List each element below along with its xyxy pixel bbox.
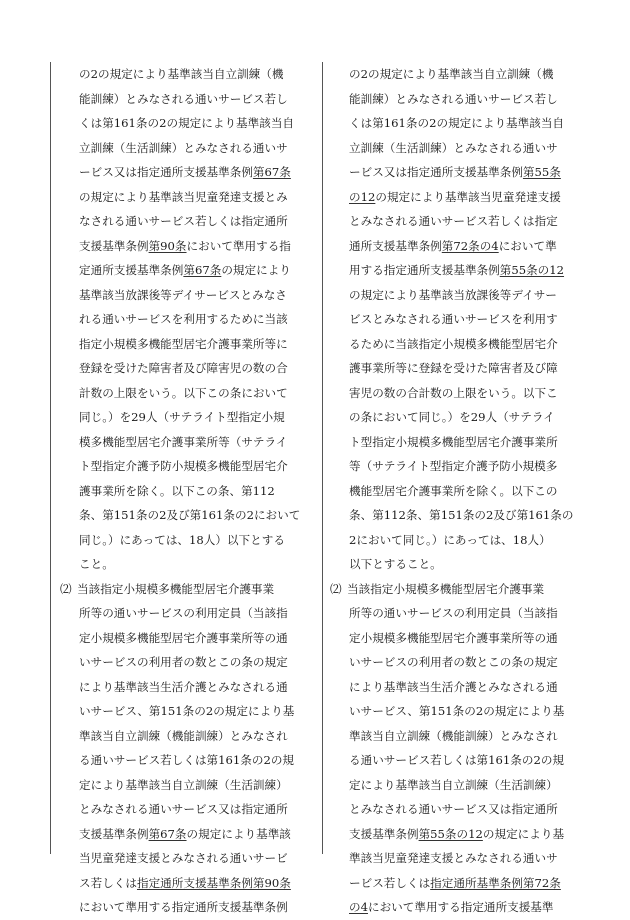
item-number: ⑵ (330, 581, 342, 596)
right-text-line (330, 846, 590, 871)
right-text-line (330, 234, 590, 259)
text-segment: 立訓練（生活訓練）とみなされる通いサ (349, 140, 558, 155)
right-text-line (330, 185, 590, 210)
right-text-line (330, 283, 590, 308)
text-segment: いサービス、第151条の2の規定により基 (79, 704, 295, 718)
right-text-line (330, 675, 590, 700)
amended-text: の4 (349, 900, 368, 914)
text-segment: 計数の上限をいう。以下この条において (79, 385, 288, 400)
text-segment: ス若しくは (79, 875, 137, 890)
left-text-line (60, 381, 318, 406)
right-text-line (330, 552, 590, 577)
left-border-line (50, 62, 51, 854)
left-text-line (60, 871, 318, 896)
left-text-line (60, 552, 318, 577)
amended-text: 第67条 (183, 263, 222, 277)
right-text-line (330, 307, 590, 332)
text-segment: 基準該当放課後等デイサービスとみなさ (79, 287, 287, 302)
text-segment: ト型指定介護予防小規模多機能型居宅介 (79, 459, 288, 473)
text-segment: 用する指定通所支援基準条例 (349, 263, 500, 277)
text-segment: により基準該当生活介護とみなされる通 (79, 679, 288, 694)
right-text-line (330, 699, 590, 724)
text-segment: ト型指定小規模多機能型居宅介護事業所 (349, 434, 558, 449)
left-text-line (60, 356, 318, 381)
right-text-line (330, 650, 590, 675)
right-text-line (330, 332, 590, 357)
text-segment: 定小規模多機能型居宅介護事業所等の通 (79, 630, 288, 645)
text-segment: る通いサービス若しくは第161条の2の規 (79, 753, 295, 767)
amended-text: 第55条 (522, 165, 561, 179)
left-text-line (60, 528, 318, 553)
text-segment: の規定により (221, 263, 291, 277)
text-segment: いサービス、第151条の2の規定により基 (349, 704, 565, 718)
text-segment: の規定により基 (482, 826, 565, 841)
text-segment: ービス又は指定通所支援基準条例 (79, 165, 253, 179)
text-segment: 所等の通いサービスの利用定員（当該指 (349, 606, 558, 620)
left-text-line (60, 454, 318, 479)
text-segment: る通いサービス若しくは第161条の2の規 (349, 753, 565, 767)
left-text-line (60, 626, 318, 651)
right-text-line (330, 209, 590, 234)
right-text-line (330, 381, 590, 406)
text-segment: の2の規定により基準該当自立訓練（機 (79, 67, 284, 81)
right-text-line (330, 430, 590, 455)
text-segment: の規定により基準該 (186, 826, 291, 841)
left-text-line (60, 846, 318, 871)
right-text-line (330, 601, 590, 626)
right-text-line (330, 111, 590, 136)
right-text-line (330, 773, 590, 798)
text-segment: 定により基準該当自立訓練（生活訓練） (349, 777, 558, 792)
right-text-line (330, 136, 590, 161)
text-segment: の規定により基準該当児童発達支援 (375, 189, 561, 204)
text-segment: により基準該当生活介護とみなされる通 (349, 679, 558, 694)
amended-text: 第90条 (148, 238, 187, 253)
left-text-line (60, 699, 318, 724)
left-text-line (60, 822, 318, 847)
text-segment: なされる通いサービス若しくは指定通所 (79, 214, 288, 228)
left-text-line (60, 332, 318, 357)
text-segment: とみなされる通いサービス又は指定通所 (79, 802, 288, 816)
left-text-line (60, 430, 318, 455)
text-segment: 当児童発達支援とみなされる通いサービ (79, 851, 288, 865)
right-text-line (330, 87, 590, 112)
left-text-line (60, 503, 318, 528)
text-segment: 同じ。）にあっては、18人）以下とする (79, 532, 285, 547)
text-segment: 同じ。）を29人（サテライト型指定小規 (79, 410, 285, 424)
amended-text: の12 (349, 189, 376, 204)
text-segment: において準 (498, 238, 557, 253)
text-segment: 護事業所等に登録を受けた障害者及び障 (349, 361, 558, 375)
text-segment: 定通所支援基準条例 (79, 263, 184, 277)
text-segment: くは第161条の2の規定により基準該当自 (79, 116, 295, 130)
text-segment: 当該指定小規模多機能型居宅介護事業 (347, 581, 545, 596)
right-text-line (330, 503, 590, 528)
text-segment: こと。 (79, 557, 114, 571)
right-text-line (330, 577, 590, 602)
right-text-line (330, 871, 590, 896)
right-text-line (330, 724, 590, 749)
right-text-line (330, 895, 590, 920)
text-segment: くは第161条の2の規定により基準該当自 (349, 116, 565, 130)
text-segment: 模多機能型居宅介護事業所等（サテライ (79, 434, 288, 449)
amended-text: 第72条の4 (441, 238, 499, 253)
right-text-line (330, 356, 590, 381)
text-segment: において準用する指定通所支援基準 (367, 900, 554, 914)
text-segment: 立訓練（生活訓練）とみなされる通いサ (79, 140, 288, 155)
amended-text: 指定通所基準条例第72条 (430, 875, 561, 890)
text-segment: いサービスの利用者の数とこの条の規定 (79, 655, 288, 669)
left-text-line (60, 307, 318, 332)
right-text-line (330, 62, 590, 87)
left-column-text (60, 62, 318, 920)
text-segment: るために当該指定小規模多機能型居宅介 (349, 336, 558, 351)
amended-text: 指定通所支援基準条例第90条 (136, 875, 291, 890)
left-text-line (60, 87, 318, 112)
right-text-line (330, 479, 590, 504)
text-segment: において準用する指 (186, 238, 291, 253)
text-segment: 能訓練）とみなされる通いサービス若し (79, 91, 288, 106)
right-text-line (330, 822, 590, 847)
left-text-line (60, 136, 318, 161)
text-segment: ービス又は指定通所支援基準条例 (349, 165, 523, 179)
left-text-line (60, 479, 318, 504)
left-text-line (60, 209, 318, 234)
right-text-line (330, 528, 590, 553)
text-segment: 通所支援基準条例 (349, 238, 442, 253)
text-segment: 定により基準該当自立訓練（生活訓練） (79, 777, 288, 792)
text-segment: 以下とすること。 (349, 557, 442, 571)
text-segment: の規定により基準該当児童発達支援とみ (79, 189, 288, 204)
column-divider-line (322, 62, 323, 854)
left-text-line (60, 258, 318, 283)
amended-text: 第67条 (148, 826, 187, 841)
text-segment: 支援基準条例 (349, 826, 419, 841)
right-text-line (330, 748, 590, 773)
text-segment: 準該当自立訓練（機能訓練）とみなされ (79, 728, 288, 743)
text-segment: ービス若しくは (349, 875, 431, 890)
text-segment: において準用する指定通所支援基準条例 (79, 900, 288, 914)
text-segment: 指定小規模多機能型居宅介護事業所等に (79, 336, 288, 351)
text-segment: 条、第151条の2及び第161条の2において (79, 508, 301, 522)
text-segment: 準該当自立訓練（機能訓練）とみなされ (349, 728, 558, 743)
left-text-line (60, 895, 318, 920)
left-text-line (60, 797, 318, 822)
left-text-line (60, 111, 318, 136)
text-segment: 支援基準条例 (79, 238, 149, 253)
left-text-line (60, 650, 318, 675)
left-text-line (60, 283, 318, 308)
amended-text: 第55条の12 (418, 826, 483, 841)
text-segment: 能訓練）とみなされる通いサービス若し (349, 91, 558, 106)
right-text-line (330, 405, 590, 430)
text-segment: 当該指定小規模多機能型居宅介護事業 (77, 581, 275, 596)
text-segment: 登録を受けた障害者及び障害児の数の合 (79, 361, 288, 375)
text-segment: とみなされる通いサービス若しくは指定 (349, 214, 558, 228)
text-segment: 所等の通いサービスの利用定員（当該指 (79, 606, 288, 620)
right-text-line (330, 258, 590, 283)
left-text-line (60, 675, 318, 700)
text-segment: 定小規模多機能型居宅介護事業所等の通 (349, 630, 558, 645)
text-segment: 護事業所を除く。以下この条、第112 (79, 483, 275, 498)
amended-text: 第55条の12 (499, 263, 565, 277)
text-segment: れる通いサービスを利用するために当該 (79, 312, 288, 326)
right-text-line (330, 454, 590, 479)
right-text-line (330, 797, 590, 822)
left-text-line (60, 724, 318, 749)
right-column-text (330, 62, 590, 920)
left-text-line (60, 185, 318, 210)
text-segment: 等（サテライト型指定介護予防小規模多 (349, 459, 558, 473)
text-segment: いサービスの利用者の数とこの条の規定 (349, 655, 558, 669)
text-segment: 条、第112条、第151条の2及び第161条の (349, 508, 574, 522)
text-segment: 2において同じ。）にあっては、18人） (349, 532, 551, 547)
left-text-line (60, 234, 318, 259)
amended-text: 第67条 (252, 165, 291, 179)
text-segment: とみなされる通いサービス又は指定通所 (349, 802, 558, 816)
left-text-line (60, 748, 318, 773)
text-segment: の規定により基準該当放課後等デイサー (349, 287, 557, 302)
right-text-line (330, 626, 590, 651)
right-text-line (330, 160, 590, 185)
text-segment: の条において同じ。）を29人（サテライ (349, 410, 555, 424)
item-number: ⑵ (60, 581, 72, 596)
text-segment: 機能型居宅介護事業所を除く。以下この (349, 483, 558, 498)
text-segment: 準該当児童発達支援とみなされる通いサ (349, 851, 558, 865)
text-segment: の2の規定により基準該当自立訓練（機 (349, 67, 554, 81)
left-text-line (60, 577, 318, 602)
left-text-line (60, 160, 318, 185)
text-segment: 害児の数の合計数の上限をいう。以下こ (349, 385, 558, 400)
text-segment: ビスとみなされる通いサービスを利用す (349, 312, 558, 326)
left-text-line (60, 601, 318, 626)
left-text-line (60, 773, 318, 798)
left-text-line (60, 405, 318, 430)
left-text-line (60, 62, 318, 87)
text-segment: 支援基準条例 (79, 826, 149, 841)
